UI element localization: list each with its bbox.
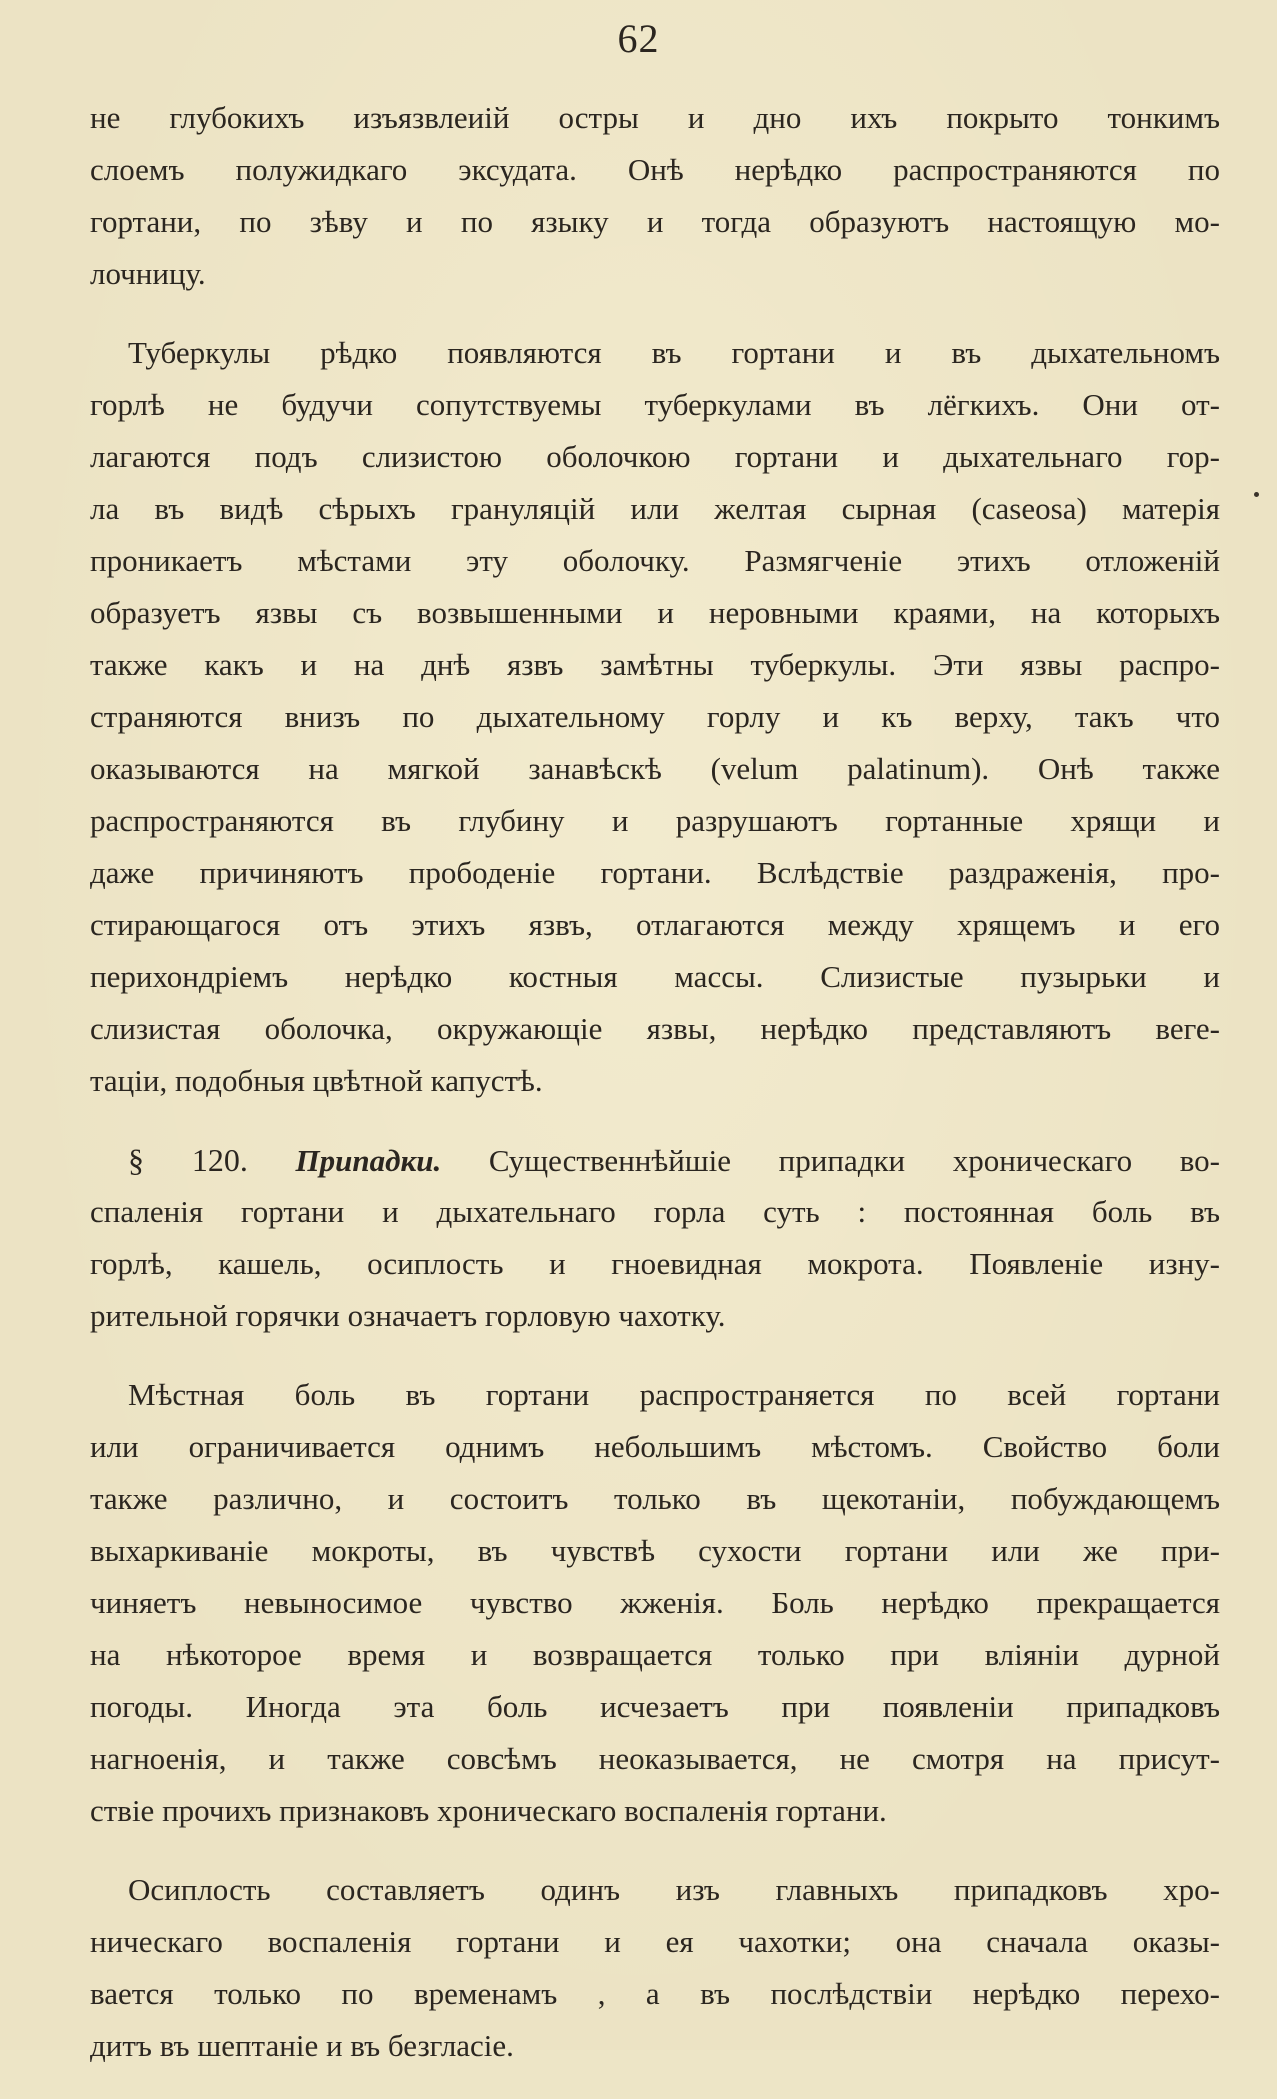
text-line: слоемъ полужидкаго эксудата. Онѣ нерѣдко распространяются по	[90, 152, 1220, 187]
text-line: образуетъ язвы съ возвышенными и неровными краями, на которыхъ	[90, 595, 1220, 630]
text-line: также какъ и на днѣ язвъ замѣтны туберкулы. Эти язвы распро-	[90, 647, 1220, 682]
text-line: не глубокихъ изъязвлеиій остры и дно ихъ покрыто тонкимъ	[90, 100, 1220, 135]
text-line: ническаго воспаленія гортани и ея чахотки; она сначала оказы-	[90, 1924, 1220, 1959]
text-line: лочницу.	[90, 256, 206, 291]
text-line: оказываются на мягкой занавѣскѣ (velum palatinum). Онѣ также	[90, 751, 1220, 786]
text-line: даже причиняютъ прободеніе гортани. Вслѣдствіе раздраженія, про-	[90, 855, 1220, 890]
body-text	[90, 92, 1220, 2099]
section-first-line	[90, 1134, 1220, 1186]
text-line: распространяются въ глубину и разрушаютъ гортанные хрящи и	[90, 803, 1220, 838]
text-line: спаленія гортани и дыхательнаго горла суть : постоянная боль въ	[90, 1194, 1220, 1229]
section-number: § 120.	[128, 1142, 248, 1178]
text-line: рительной горячки означаетъ горловую чахотку.	[90, 1298, 726, 1333]
text-line: перихондріемъ нерѣдко костныя массы. Слизистые пузырьки и	[90, 959, 1220, 994]
ink-speck	[1254, 492, 1259, 497]
text-line: на нѣкоторое время и возвращается только при вліяніи дурной	[90, 1637, 1220, 1672]
text-line: гортани, по зѣву и по языку и тогда образуютъ настоящую мо-	[90, 204, 1220, 239]
text-line: Мѣстная боль въ гортани распространяется по всей гортани	[128, 1377, 1220, 1412]
text-line: стирающагося отъ этихъ язвъ, отлагаются между хрящемъ и его	[90, 907, 1220, 942]
text-line: слизистая оболочка, окружающіе язвы, нерѣдко представляютъ веге-	[90, 1011, 1220, 1046]
text-line: страняются внизъ по дыхательному горлу и къ верху, такъ что	[90, 699, 1220, 734]
text-line: Существеннѣйшіе припадки хроническаго во-	[488, 1143, 1220, 1178]
text-line: горлѣ не будучи сопутствуемы туберкулами въ лёгкихъ. Они от-	[90, 387, 1220, 422]
text-line: таціи, подобныя цвѣтной капустѣ.	[90, 1063, 543, 1098]
text-line: или ограничивается однимъ небольшимъ мѣстомъ. Свойство боли	[90, 1429, 1220, 1464]
paragraph	[90, 92, 1220, 300]
text-line: нагноенія, и также совсѣмъ неоказывается, не смотря на присут-	[90, 1741, 1220, 1776]
text-line: ла въ видѣ сѣрыхъ грануляцій или желтая сырная (caseosa) матерія	[90, 491, 1220, 526]
text-line: лагаются подъ слизистою оболочкою гортани и дыхательнаго гор-	[90, 439, 1220, 474]
text-line: также различно, и состоитъ только въ щекотаніи, побуждающемъ	[90, 1481, 1220, 1516]
section-paragraph	[90, 1134, 1220, 1342]
section-title: Припадки.	[295, 1143, 442, 1178]
text-line: выхаркиваніе мокроты, въ чувствѣ сухости гортани или же при-	[90, 1533, 1220, 1568]
text-line: дитъ въ шептаніе и въ безгласіе.	[90, 2028, 514, 2063]
text-line: ствіе прочихъ признаковъ хроническаго воспаленія гортани.	[90, 1793, 887, 1828]
text-line: проникаетъ мѣстами эту оболочку. Размягченіе этихъ отложеній	[90, 543, 1220, 578]
text-line: Осиплость составляетъ одинъ изъ главныхъ припадковъ хро-	[128, 1872, 1220, 1907]
text-line: чиняетъ невыносимое чувство жженія. Боль нерѣдко прекращается	[90, 1585, 1220, 1620]
paragraph	[90, 1864, 1220, 2072]
paragraph	[90, 1369, 1220, 1837]
text-line: вается только по временамъ , а въ послѣдствіи нерѣдко перехо-	[90, 1976, 1220, 2011]
text-line: Туберкулы рѣдко появляются въ гортани и въ дыхательномъ	[128, 335, 1220, 370]
paragraph	[90, 327, 1220, 1107]
text-line: горлѣ, кашель, осиплость и гноевидная мокрота. Появленіе изну-	[90, 1246, 1220, 1281]
text-line: погоды. Иногда эта боль исчезаетъ при появленіи припадковъ	[90, 1689, 1220, 1724]
page-number: 62	[617, 16, 660, 61]
